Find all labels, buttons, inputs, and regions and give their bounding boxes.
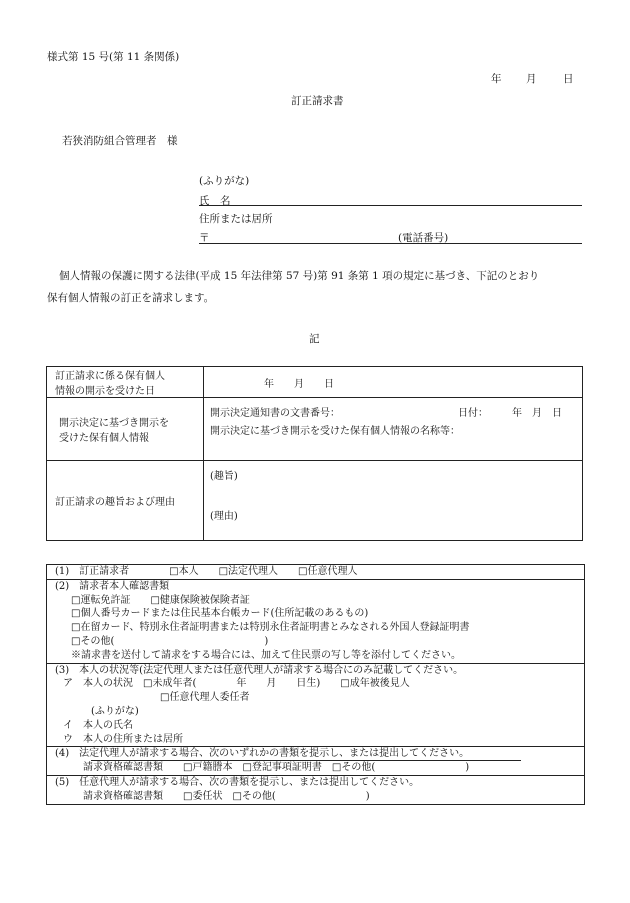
form-number: 様式第 15 号(第 11 条関係): [47, 51, 180, 63]
ki-heading: 記: [309, 333, 320, 345]
date-month-label: 月: [526, 73, 537, 85]
principal-name-label: イ 本人の氏名: [63, 719, 133, 731]
disclosed-info-name-label: 開示決定に基づき開示を受けた保有個人情報の名称等：: [210, 426, 460, 437]
voluntary-agent-docs-options[interactable]: 請求資格確認書類 □委任状 □その他( ): [83, 790, 370, 802]
disclosed-info-label-a: 開示決定に基づき開示を: [59, 418, 169, 429]
id-doc-license-insurance[interactable]: □運転免許証 □健康保険被保険者証: [71, 594, 250, 606]
intro-line-1: 個人情報の保護に関する法律(平成 15 年法律第 57 号)第 91 条第 1 項の規定に基づき、下記のとおり: [59, 270, 540, 282]
id-documents-title: (2) 請求者本人確認書類: [55, 580, 170, 592]
name-underline[interactable]: [199, 205, 582, 206]
received-date-field[interactable]: [204, 367, 583, 398]
disclosed-info-field[interactable]: [204, 398, 583, 461]
principal-furigana-label: (ふりがな): [91, 705, 139, 717]
id-doc-residence-card[interactable]: □在留カード、特別永住者証明書または特別永住者証明書とみなされる外国人登録証明書: [71, 622, 470, 634]
phone-label: (電話番号): [398, 232, 449, 244]
date-year-label: 年: [491, 73, 502, 85]
received-date-label: [47, 367, 204, 398]
purpose-reason-label-text: 訂正請求の趣旨および理由: [55, 497, 175, 508]
notice-date-value: 年 月 日: [512, 408, 562, 419]
addressee: 若狭消防組合管理者 様: [62, 135, 178, 147]
section-requester-type: [47, 565, 584, 579]
date-day-label: 日: [563, 73, 574, 85]
address-underline[interactable]: [199, 243, 582, 244]
disclosed-info-label-b: 受けた保有個人情報: [59, 433, 149, 444]
applicant-furigana: (ふりがな): [199, 175, 250, 187]
section-legal-agent-docs: [47, 746, 584, 775]
requester-type-line[interactable]: (1) 訂正請求者 □本人 □法定代理人 □任意代理人: [55, 566, 358, 577]
principal-address-label: ウ 本人の住所または居所: [63, 733, 183, 745]
reason-label: (理由): [210, 511, 238, 522]
disclosed-info-label: [47, 398, 204, 461]
id-doc-note: ※請求書を送付して請求をする場合には、加えて住民票の写し等を添付してください。: [71, 649, 461, 661]
document-title: 訂正請求書: [291, 95, 344, 107]
intro-line-2: 保有個人情報の訂正を請求します。: [47, 292, 215, 304]
legal-agent-docs-options[interactable]: 請求資格確認書類 □戸籍謄本 □登記事項証明書 □その他( ): [83, 762, 470, 774]
section-voluntary-agent-docs: [47, 775, 584, 804]
principal-status-title: (3) 本人の状況等(法定代理人または任意代理人が請求する場合にのみ記載してください。: [55, 664, 464, 676]
requester-info-table: [46, 564, 585, 805]
applicant-address-label: 住所または居所: [199, 213, 273, 225]
id-doc-other[interactable]: □その他( ): [71, 635, 269, 647]
purpose-label: (趣旨): [210, 471, 238, 482]
received-date-label-b: 情報の開示を受けた日: [55, 386, 155, 397]
legal-agent-docs-title: (4) 法定代理人が請求する場合、次のいずれかの書類を提示し、または提出してください。: [55, 748, 470, 760]
section-id-documents: [47, 579, 584, 663]
section-principal-status: [47, 663, 584, 747]
correction-details-table: [46, 366, 583, 541]
id-doc-mynumber-card[interactable]: □個人番号カードまたは住民基本台帳カード(住所記載のあるもの): [71, 608, 369, 620]
applicant-name-label: 氏 名: [199, 195, 231, 207]
principal-status-options[interactable]: ア 本人の状況 □未成年者( 年 月 日生) □成年被後見人: [63, 678, 410, 690]
notice-doc-number-label: 開示決定通知書の文書番号：: [210, 408, 340, 419]
notice-date-label: 日付：: [458, 408, 488, 419]
principal-status-delegator[interactable]: □任意代理人委任者: [160, 692, 250, 704]
purpose-reason-field[interactable]: [204, 461, 583, 541]
received-date-label-a: 訂正請求に係る保有個人: [55, 371, 165, 382]
voluntary-agent-docs-title: (5) 任意代理人が請求する場合、次の書類を提示し、または提出してください。: [55, 776, 420, 788]
postal-mark: 〒: [199, 232, 210, 244]
received-date-value: 年 月 日: [264, 378, 334, 390]
purpose-reason-label: [47, 461, 204, 541]
